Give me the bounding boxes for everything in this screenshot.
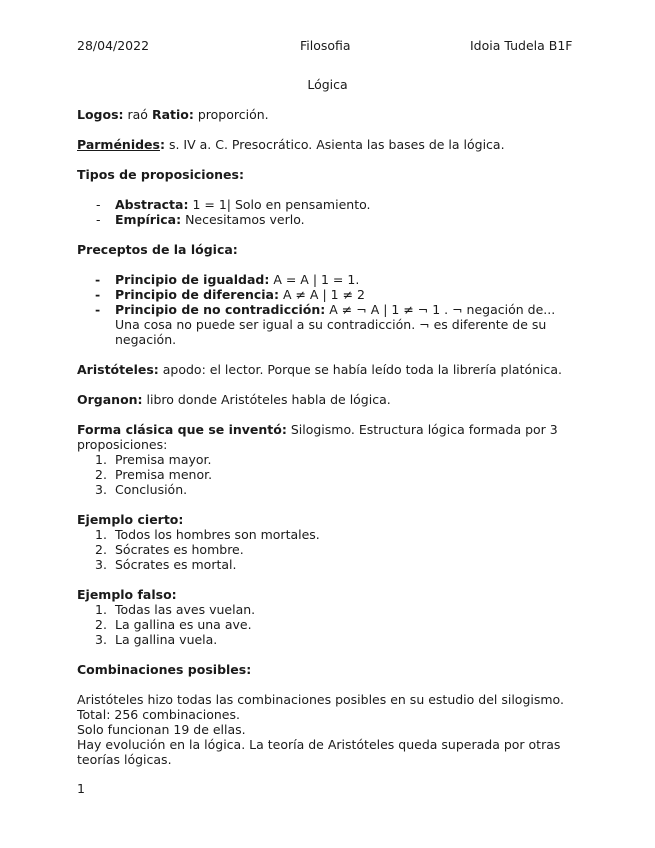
- list-item-text: Premisa mayor.: [115, 452, 212, 467]
- forma-text: Silogismo. Estructura lógica formada por 3 proposiciones:: [77, 422, 558, 452]
- list-item: [77, 302, 577, 347]
- list-item-text: Todos los hombres son mortales.: [115, 527, 320, 542]
- list-item-term: Principio de no contradicción:: [115, 302, 326, 317]
- list-item: [77, 272, 577, 287]
- ejemplo-cierto-heading: [77, 512, 587, 527]
- list-item-term: Empírica:: [115, 212, 182, 227]
- list-item-term: Abstracta:: [115, 197, 189, 212]
- ejemplo-falso-heading: [77, 587, 587, 602]
- list-item-text: A ≠ A | 1 ≠ 2: [278, 287, 365, 302]
- ejemplo-falso-list: [77, 602, 587, 647]
- list-item: [77, 287, 577, 302]
- list-item: [77, 602, 587, 617]
- text-line: Aristóteles hizo todas las combinaciones posibles en su estudio del silogismo.: [77, 692, 564, 707]
- list-item-text: Sócrates es mortal.: [115, 557, 237, 572]
- list-item-text: A ≠ ¬ A | 1 ≠ ¬ 1 . ¬ negación de... Una cosa no puede ser igual a su contradicción. ¬ es diferente de su negación.: [115, 302, 556, 347]
- list-bullet: -: [95, 302, 101, 317]
- list-bullet: -: [95, 272, 101, 287]
- logos-paragraph: [77, 107, 587, 122]
- list-item-text: Necesitamos verlo.: [181, 212, 305, 227]
- parmenides-text: s. IV a. C. Presocrático. Asienta las bases de la lógica.: [164, 137, 505, 152]
- list-item-text: A = A | 1 = 1.: [269, 272, 360, 287]
- ejemplo-cierto-list: [77, 527, 587, 572]
- header-author: Idoia Tudela B1F: [470, 38, 573, 53]
- list-item-text: Sócrates es hombre.: [115, 542, 244, 557]
- preceptos-heading-text: Preceptos de la lógica:: [77, 242, 238, 257]
- list-number: 1.: [95, 527, 107, 542]
- list-item-text: La gallina es una ave.: [115, 617, 252, 632]
- forma-term: Forma clásica que se inventó:: [77, 422, 287, 437]
- list-number: 2.: [95, 617, 107, 632]
- tipos-heading: [77, 167, 587, 182]
- list-item: [77, 467, 587, 482]
- aristoteles-term: Aristóteles:: [77, 362, 159, 377]
- list-item: [77, 617, 587, 632]
- list-item-text: 1 = 1| Solo en pensamiento.: [188, 197, 371, 212]
- ratio-term: Ratio:: [151, 107, 194, 122]
- combinaciones-heading-text: Combinaciones posibles:: [77, 662, 252, 677]
- text-line: Solo funcionan 19 de ellas.: [77, 722, 246, 737]
- text-line: Total: 256 combinaciones.: [77, 707, 240, 722]
- list-number: 2.: [95, 467, 107, 482]
- organon-paragraph: [77, 392, 587, 407]
- aristoteles-text: apodo: el lector. Porque se había leído toda la librería platónica.: [158, 362, 563, 377]
- forma-paragraph: [77, 422, 582, 452]
- list-number: 3.: [95, 482, 107, 497]
- parmenides-term: Parménides: [77, 137, 160, 152]
- document-title: Lógica: [307, 77, 348, 92]
- list-item: [77, 527, 587, 542]
- preceptos-heading: [77, 242, 587, 257]
- preceptos-list: [77, 272, 577, 347]
- list-item: [77, 482, 587, 497]
- ejemplo-cierto-heading-text: Ejemplo cierto:: [77, 512, 184, 527]
- organon-term: Organon:: [77, 392, 143, 407]
- list-number: 3.: [95, 557, 107, 572]
- list-item: [77, 197, 587, 212]
- list-item-text: Premisa menor.: [115, 467, 213, 482]
- list-number: 1.: [95, 602, 107, 617]
- list-item: [77, 452, 587, 467]
- forma-list: [77, 452, 587, 497]
- list-item-text: Conclusión.: [115, 482, 188, 497]
- aristoteles-paragraph: [77, 362, 597, 377]
- list-item-term: Principio de diferencia:: [115, 287, 279, 302]
- list-item: [77, 557, 587, 572]
- logos-term: Logos:: [77, 107, 124, 122]
- organon-text: libro donde Aristóteles habla de lógica.: [142, 392, 391, 407]
- ratio-meaning: proporción.: [193, 107, 269, 122]
- parmenides-colon: :: [159, 137, 165, 152]
- tipos-heading-text: Tipos de proposiciones:: [77, 167, 244, 182]
- list-number: 3.: [95, 632, 107, 647]
- list-item-text: La gallina vuela.: [115, 632, 218, 647]
- list-number: 2.: [95, 542, 107, 557]
- list-item: [77, 632, 587, 647]
- text-line: Hay evolución en la lógica. La teoría de Aristóteles queda superada por otras teorías lógicas.: [77, 737, 561, 767]
- list-item-term: Principio de igualdad:: [115, 272, 270, 287]
- list-bullet: -: [95, 287, 101, 302]
- header-subject: Filosofia: [300, 38, 351, 53]
- header-date: 28/04/2022: [77, 38, 150, 53]
- parmenides-paragraph: [77, 137, 587, 152]
- combinaciones-heading: [77, 662, 587, 677]
- list-item: [77, 212, 587, 227]
- logos-meaning: raó: [123, 107, 152, 122]
- list-number: 1.: [95, 452, 107, 467]
- list-item-text: Todas las aves vuelan.: [115, 602, 256, 617]
- tipos-list: [77, 197, 587, 227]
- page-number: 1: [77, 781, 85, 796]
- list-item: [77, 542, 587, 557]
- combinaciones-text: [77, 692, 582, 767]
- ejemplo-falso-heading-text: Ejemplo falso:: [77, 587, 177, 602]
